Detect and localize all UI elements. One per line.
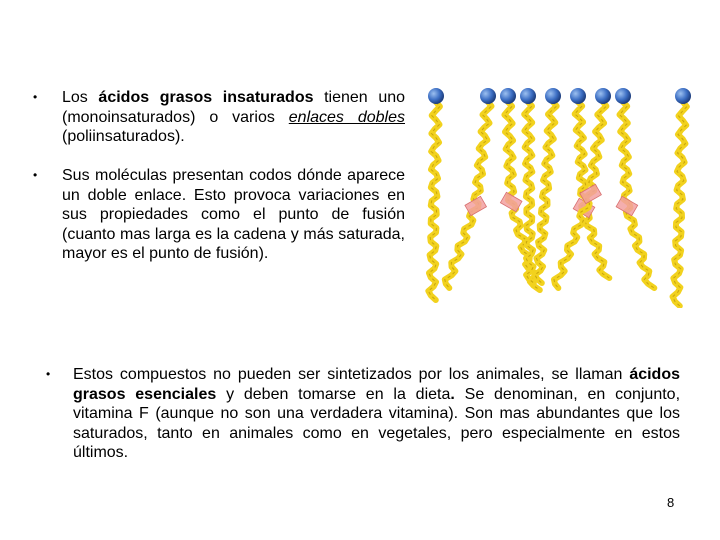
bullet-kinks: Sus moléculas presentan codos dónde aparece un doble enlace. Esto provoca variaciones en sus propiedades como el punto de fusión (cuanto mas larga es la cadena y más saturada, mayor es el punto de fusión). xyxy=(62,167,405,262)
bold-period: . xyxy=(450,385,455,403)
polar-head xyxy=(480,88,496,104)
polar-head xyxy=(500,88,516,104)
bullet-unsaturated-definition xyxy=(62,88,405,147)
bold-term: ácidos grasos insaturados xyxy=(98,89,314,106)
page-number: 8 xyxy=(667,495,675,510)
fatty-acid-chain xyxy=(673,102,687,306)
bullet-essential-fatty-acids xyxy=(73,365,680,463)
text-run: Se denominan, en conjunto, vitamina F (aunque no son una verdadera vitamina). Son mas abundantes que los saturados, tanto en animales como en vegetales, pero especialmente en estos últimos. xyxy=(73,385,681,461)
text-run: Estos compuestos no pueden ser sintetizados por los animales, se llaman xyxy=(73,366,630,383)
text-run: (poliinsaturados). xyxy=(62,128,185,145)
bullet-marker: • xyxy=(33,90,38,104)
underlined-term: enlaces dobles xyxy=(288,108,405,126)
bullet-marker: • xyxy=(33,168,38,182)
text-run: tienen uno (monoinsaturados) o varios xyxy=(62,89,406,126)
polar-head xyxy=(595,88,611,104)
bold-term: ácidos grasos esenciales xyxy=(73,366,680,403)
fatty-acid-chain xyxy=(428,102,440,300)
polar-head xyxy=(615,88,631,104)
text-run: Los xyxy=(62,89,99,106)
bullet-marker: • xyxy=(46,367,51,381)
fatty-acid-chains-illustration xyxy=(418,78,710,308)
polar-head xyxy=(675,88,691,104)
polar-head xyxy=(520,88,536,104)
polar-head xyxy=(428,88,444,104)
fatty-acid-chain xyxy=(535,102,557,283)
double-bond-kink xyxy=(616,196,638,215)
polar-head xyxy=(570,88,586,104)
polar-head xyxy=(545,88,561,104)
fatty-acid-chain xyxy=(445,102,492,288)
text-run: y deben tomarse en la dieta xyxy=(216,385,451,403)
